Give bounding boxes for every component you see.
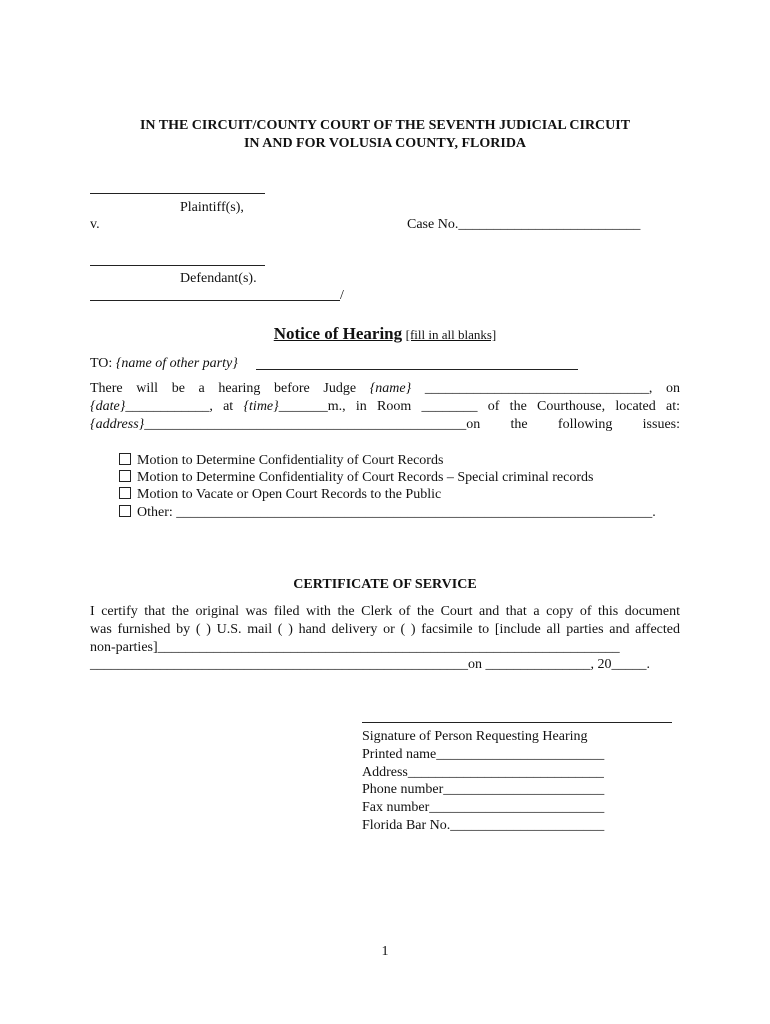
judge-name-placeholder: {name} (369, 381, 412, 396)
caption-closing-slash: / (340, 288, 344, 303)
court-header-line1: IN THE CIRCUIT/COUNTY COURT OF THE SEVENTH JUDICIAL CIRCUIT (139, 118, 631, 133)
notice-title-note: [fill in all blanks] (405, 327, 497, 342)
bar-number-field: Florida Bar No.______________________ (362, 818, 605, 833)
signature-label: Signature of Person Requesting Hearing (362, 729, 588, 744)
certificate-heading: CERTIFICATE OF SERVICE (293, 577, 477, 592)
address-placeholder: {address} (90, 417, 145, 432)
issue-label: Motion to Vacate or Open Court Records to the Public (137, 487, 442, 502)
notice-title: Notice of Hearing (273, 324, 403, 343)
certificate-line2: was furnished by ( ) U.S. mail ( ) hand delivery or ( ) facsimile to [include all parties and affected (90, 622, 680, 637)
notice-title-block (0, 324, 770, 346)
versus-label: v. (90, 217, 100, 232)
date-blank: ____________, at (125, 399, 234, 414)
page-number: 1 (381, 944, 389, 959)
hearing-line3 (90, 416, 680, 433)
plaintiff-blank-line (90, 193, 265, 194)
fax-field: Fax number_________________________ (362, 800, 605, 815)
certificate-line1: I certify that the original was filed with the Clerk of the Court and that a copy of this document (90, 604, 680, 619)
hearing-line3-text: ______________________________________________on the following issues: (144, 417, 680, 432)
to-prefix: TO: (90, 356, 116, 371)
issue-label: Other: ____________________________________________________________________. (137, 505, 656, 520)
issue-label: Motion to Determine Confidentiality of Court Records (137, 453, 444, 468)
checkbox[interactable] (119, 505, 131, 517)
to-placeholder: {name of other party} (115, 356, 238, 371)
issue-item (119, 504, 656, 521)
issue-item (119, 469, 593, 486)
checkbox[interactable] (119, 487, 131, 499)
certificate-line4: ______________________________________________________on _______________, 20_____. (90, 657, 650, 672)
case-number-label: Case No.__________________________ (407, 217, 641, 232)
checkbox[interactable] (119, 470, 131, 482)
hearing-line2 (90, 398, 680, 415)
caption-closing-line (90, 300, 340, 301)
printed-name-field: Printed name________________________ (362, 747, 605, 762)
certificate-line3: non-parties]__________________________________________________________________ (90, 640, 620, 655)
phone-field: Phone number_______________________ (362, 782, 605, 797)
checkbox[interactable] (119, 453, 131, 465)
plaintiff-label: Plaintiff(s), (180, 200, 244, 215)
defendant-blank-line (90, 265, 265, 266)
court-header-line2: IN AND FOR VOLUSIA COUNTY, FLORIDA (243, 136, 527, 151)
address-field: Address____________________________ (362, 765, 604, 780)
issue-label: Motion to Determine Confidentiality of Court Records – Special criminal records (137, 470, 594, 485)
issue-item (119, 452, 443, 469)
hearing-line1-text: There will be a hearing before Judge (90, 381, 357, 396)
defendant-label: Defendant(s). (180, 271, 257, 286)
to-blank-line (256, 369, 578, 370)
signature-line (362, 722, 672, 723)
date-placeholder: {date} (90, 399, 126, 414)
hearing-line2-text: _______m., in Room ________ of the Courthouse, located at: (278, 399, 681, 414)
time-placeholder: {time} (243, 399, 279, 414)
to-line (90, 355, 238, 372)
hearing-line1 (90, 380, 680, 397)
hearing-line1-blank: ________________________________, on (424, 381, 681, 396)
issue-item (119, 486, 441, 503)
